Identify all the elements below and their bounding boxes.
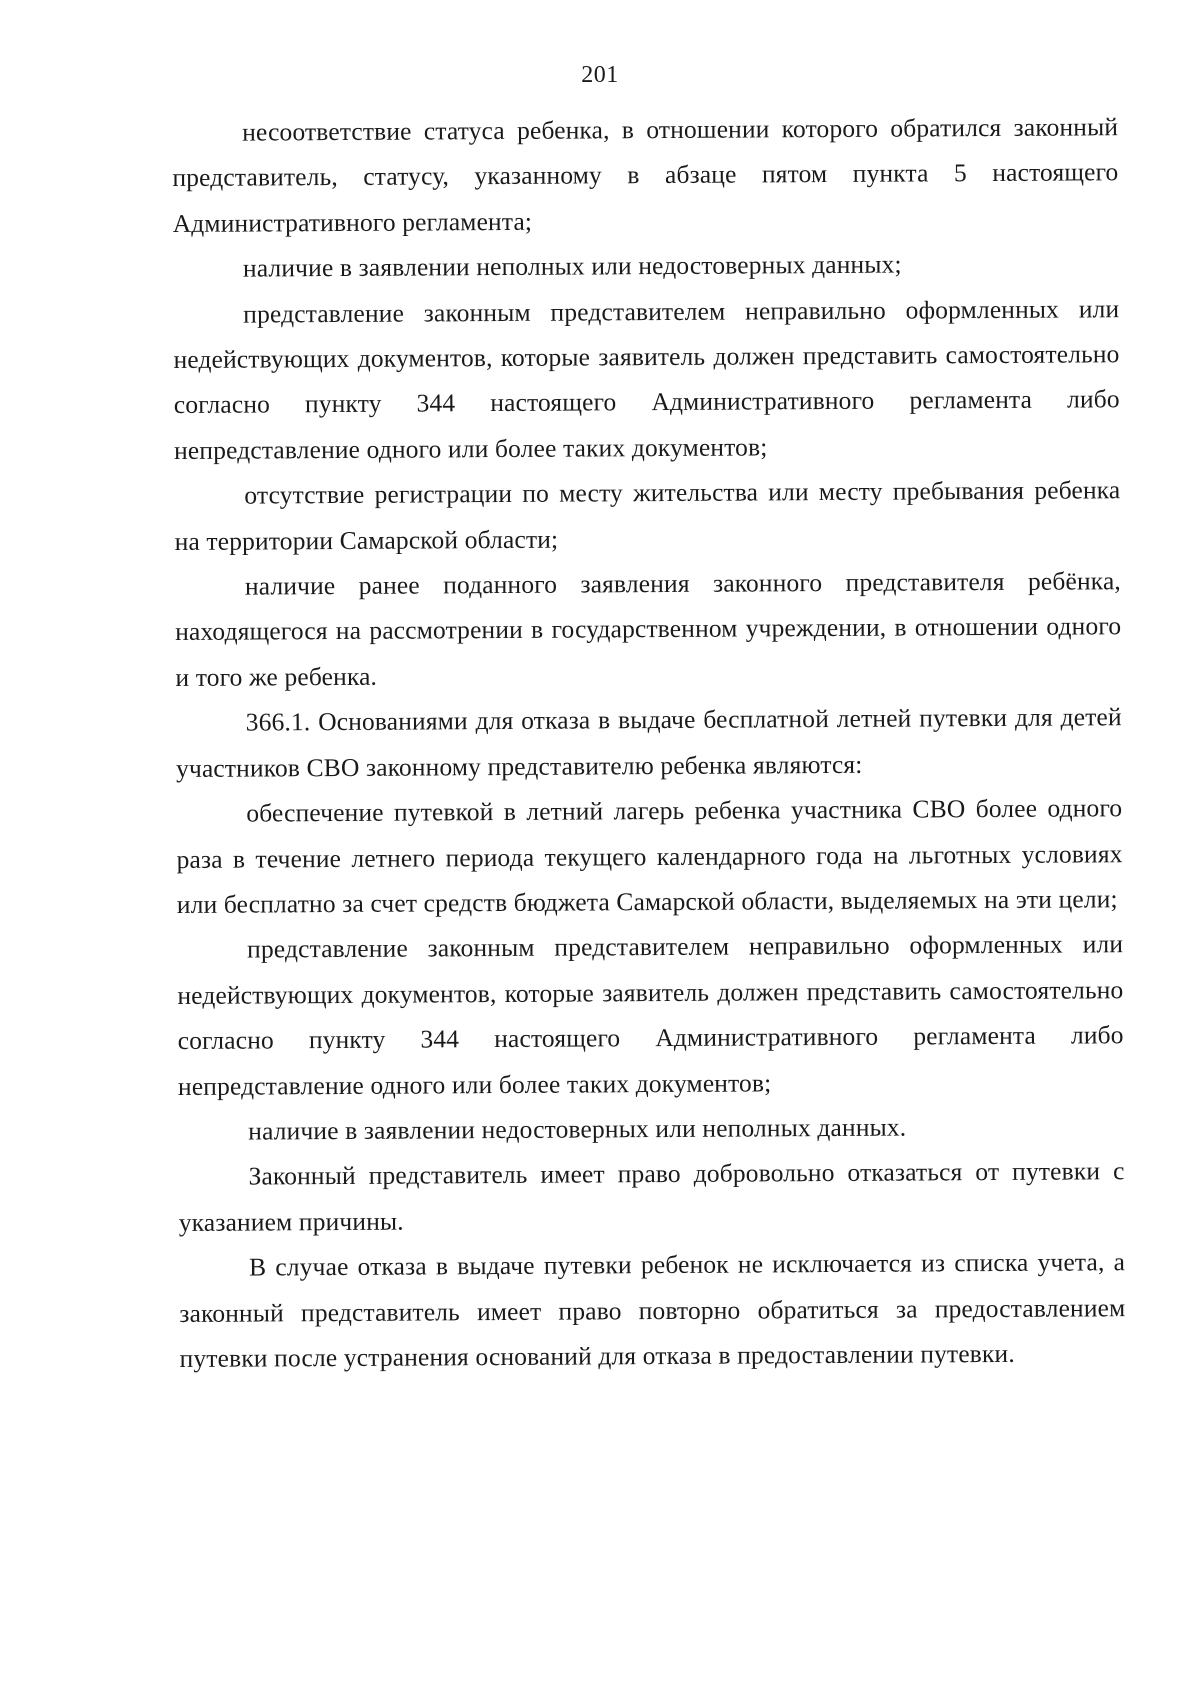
paragraph-no-registration: отсутствие регистрации по месту жительства или месту пребывания ребенка на территории Самарской области; (174, 475, 1121, 556)
paragraph-refusal-consequences: В случае отказа в выдаче путевки ребенок не исключается из списка учета, а законный представитель имеет право повторно обратиться за предоставлением путевки после устранения оснований для отказа в предоставлении путевки. (179, 1247, 1126, 1373)
paragraph-status-mismatch: несоответствие статуса ребенка, в отношении которого обратился законный представитель, статусу, указанному в абзаце пятом пункта 5 настоящего Административного регламента; (172, 112, 1119, 238)
paragraph-unreliable-data: наличие в заявлении недостоверных или неполных данных. (248, 1112, 907, 1146)
paragraph-section-366-1: 366.1. Основаниями для отказа в выдаче бесплатной летней путевки для детей участников СВО законному представителю ребенка являются: (175, 702, 1122, 783)
paragraph-voucher-provided: обеспечение путевкой в летний лагерь ребенка участника СВО более одного раза в течение летнего периода текущего календарного года на льготных условиях или бесплатно за счет средств бюджета Самарской области, выделяемых на эти цели; (176, 793, 1123, 919)
page-number: 201 (581, 62, 619, 88)
paragraph-incomplete-data: наличие в заявлении неполных или недостоверных данных; (242, 249, 902, 283)
paragraph-invalid-documents-svo: представление законным представителем неправильно оформленных или недействующих документов, которые заявитель должен представить самостоятельно согласно пункту 344 настоящего Административного регламента либо непредставление одного или более таких документов; (177, 929, 1124, 1101)
paragraph-previous-application: наличие ранее поданного заявления законного представителя ребёнка, находящегося на рассмотрении в государственном учреждении, в отношении одного и того же ребенка. (175, 566, 1122, 692)
paragraph-voluntary-refusal: Законный представитель имеет право добровольно отказаться от путевки с указанием причины. (178, 1156, 1125, 1237)
paragraph-invalid-documents: представление законным представителем неправильно оформленных или недействующих документов, которые заявитель должен представить самостоятельно согласно пункту 344 настоящего Административного регламента либо непредставление одного или более таких документов; (173, 293, 1120, 465)
document-body (172, 104, 1126, 1381)
